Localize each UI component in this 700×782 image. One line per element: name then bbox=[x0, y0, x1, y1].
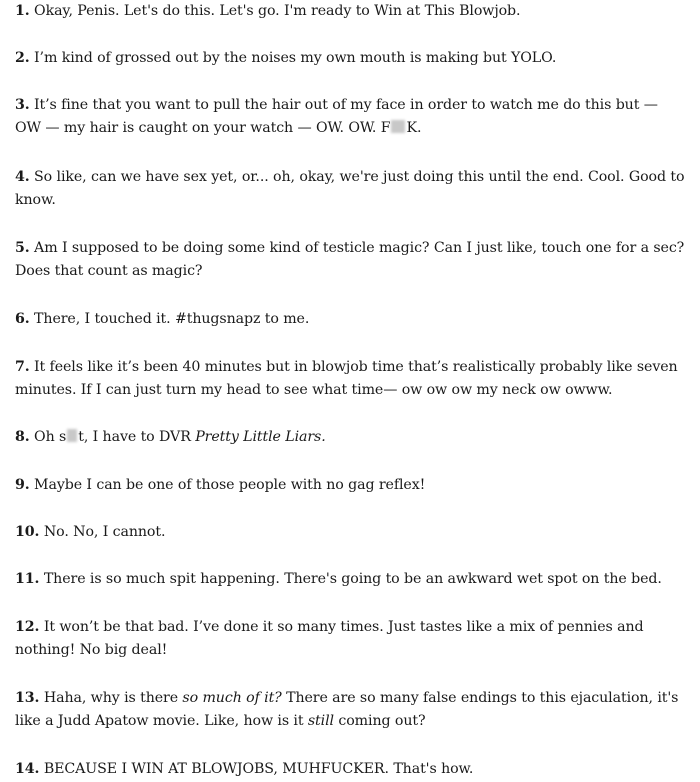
item-text: It’s fine that you want to pull the hair out of my face in order to watch me do this but — OW — my hair is caught on your watch — OW. OW. F bbox=[15, 97, 658, 136]
item-text-end: coming out? bbox=[333, 713, 426, 729]
censor-blur bbox=[391, 120, 405, 133]
item-number: 9. bbox=[15, 477, 30, 493]
item-text: I’m kind of grossed out by the noises my own mouth is making but YOLO. bbox=[34, 50, 557, 66]
item-number: 6. bbox=[15, 311, 30, 327]
list-item-10 bbox=[15, 521, 685, 544]
item-text-mid: t, I have to DVR bbox=[78, 429, 196, 445]
item-number: 3. bbox=[15, 97, 30, 113]
item-number: 14. bbox=[15, 761, 40, 777]
item-text: Maybe I can be one of those people with no gag reflex! bbox=[34, 477, 426, 493]
item-emphasis-2: still bbox=[307, 713, 334, 729]
item-text: It won’t be that bad. I’ve done it so many times. Just tastes like a mix of pennies and nothing! No big deal! bbox=[15, 619, 644, 658]
item-text: Okay, Penis. Let's do this. Let's go. I'm ready to Win at This Blowjob. bbox=[34, 3, 521, 19]
item-text: It feels like it’s been 40 minutes but in blowjob time that’s realistically probably like seven minutes. If I can just turn my head to see what time— ow ow ow my neck ow owww. bbox=[15, 359, 678, 398]
list-item-4 bbox=[15, 166, 685, 212]
list-item-3 bbox=[15, 94, 685, 140]
item-text-mid: There are so many false endings to this ejaculation, it's like a Judd Apatow movie. Like, how is it bbox=[15, 690, 679, 729]
item-number: 5. bbox=[15, 240, 30, 256]
item-number: 2. bbox=[15, 50, 30, 66]
item-text: Haha, why is there bbox=[43, 690, 183, 706]
list-item-5 bbox=[15, 237, 685, 283]
item-number: 4. bbox=[15, 169, 30, 185]
item-emphasis: so much of it? bbox=[182, 690, 282, 706]
item-text: No. No, I cannot. bbox=[43, 524, 166, 540]
list-item-7 bbox=[15, 356, 685, 402]
item-text: There, I touched it. #thugsnapz to me. bbox=[34, 311, 310, 327]
list-item-9 bbox=[15, 474, 685, 497]
item-text: So like, can we have sex yet, or... oh, okay, we're just doing this until the end. Cool. Good to know. bbox=[15, 169, 685, 208]
item-number: 8. bbox=[15, 429, 30, 445]
item-number: 1. bbox=[15, 3, 30, 19]
item-text: There is so much spit happening. There's going to be an awkward wet spot on the bed. bbox=[43, 571, 662, 587]
list-item-6 bbox=[15, 308, 685, 331]
item-text-end: K. bbox=[406, 120, 422, 136]
list-item-11 bbox=[15, 568, 685, 591]
item-number: 12. bbox=[15, 619, 40, 635]
item-number: 7. bbox=[15, 359, 30, 375]
item-text: Oh s bbox=[34, 429, 67, 445]
list-item-12 bbox=[15, 616, 685, 662]
list-item-14 bbox=[15, 758, 685, 781]
list-item-13 bbox=[15, 687, 685, 733]
show-title: Pretty Little Liars. bbox=[195, 429, 326, 445]
list-item-1 bbox=[15, 0, 685, 23]
censor-blur bbox=[67, 429, 77, 442]
list-item-8 bbox=[15, 426, 685, 449]
list-item-2 bbox=[15, 47, 685, 70]
item-number: 10. bbox=[15, 524, 40, 540]
item-text: BECAUSE I WIN AT BLOWJOBS, MUHFUCKER. That's how. bbox=[43, 761, 474, 777]
item-number: 11. bbox=[15, 571, 40, 587]
item-number: 13. bbox=[15, 690, 40, 706]
item-text: Am I supposed to be doing some kind of testicle magic? Can I just like, touch one for a sec? Does that count as magic? bbox=[15, 240, 685, 279]
